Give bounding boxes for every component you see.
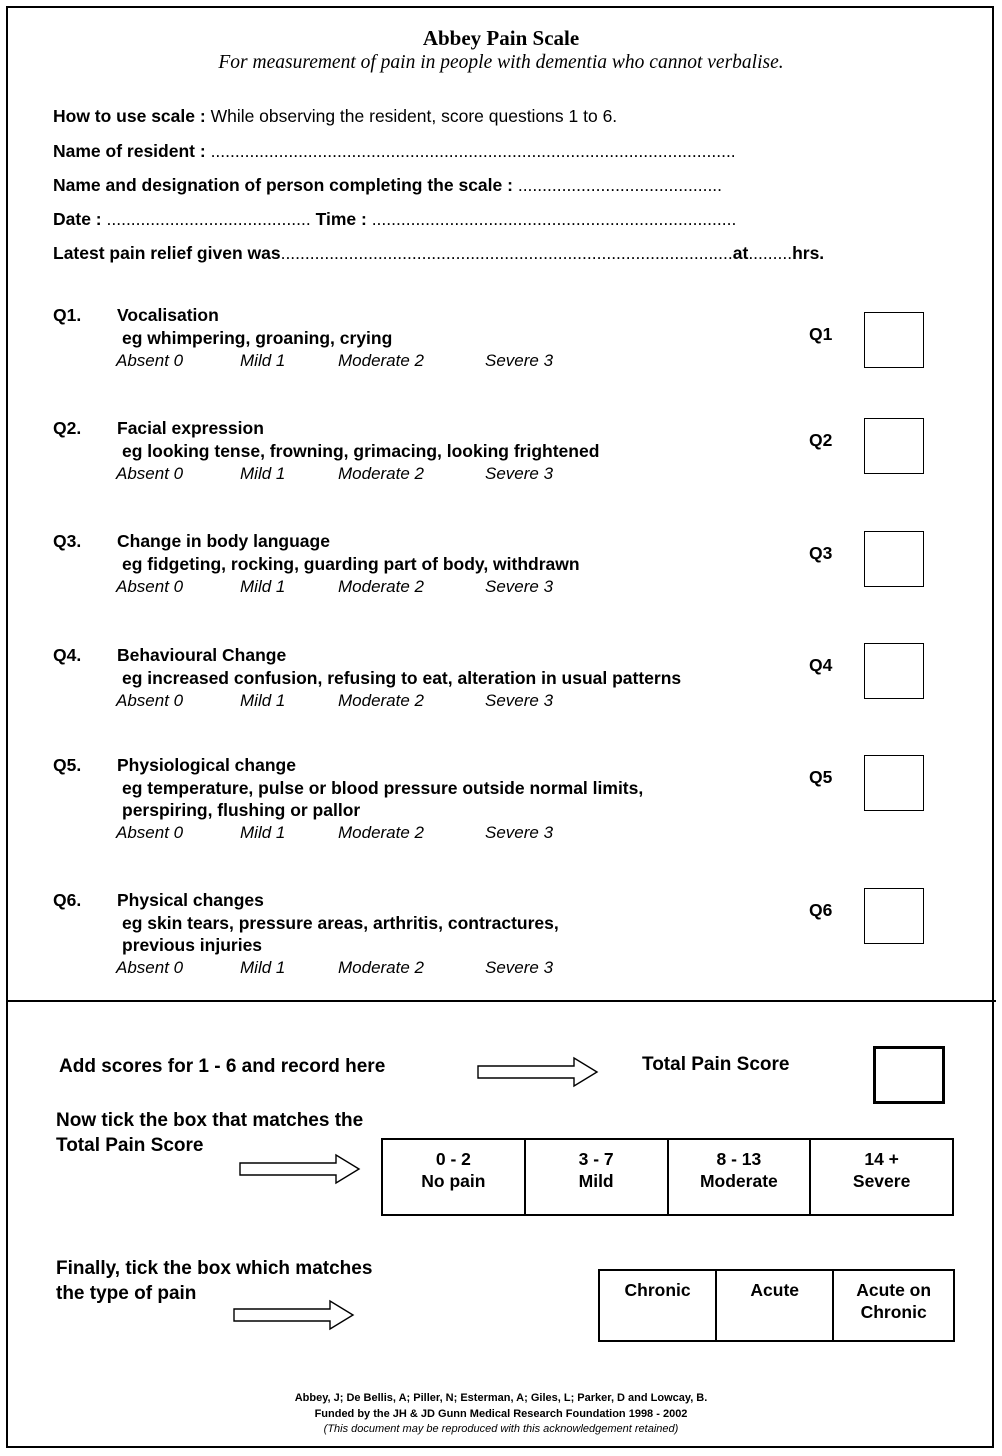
add-scores-text: Add scores for 1 - 6 and record here: [59, 1056, 386, 1077]
arrow-right-icon: [476, 1056, 600, 1088]
score-box-label: Q3: [809, 543, 833, 563]
pain-score-range-row: [382, 1139, 953, 1215]
scale-option-severe: Severe 3: [485, 823, 554, 842]
question-title: Vocalisation: [117, 305, 219, 325]
range-label: Mild: [578, 1171, 614, 1191]
scale-option-mild: Mild 1: [240, 823, 286, 842]
scale-option-severe: Severe 3: [485, 691, 554, 710]
pain-relief-field[interactable]: [53, 243, 824, 264]
range-label: Severe: [852, 1171, 911, 1191]
total-pain-score-box[interactable]: [873, 1046, 945, 1104]
arrow-right-icon: [232, 1299, 356, 1331]
question-examples: eg whimpering, groaning, crying: [122, 328, 393, 348]
pain-type-row: [599, 1270, 954, 1341]
designation-label: Name and designation of person completing the scale :: [53, 175, 513, 195]
scale-option-absent: Absent 0: [116, 823, 184, 842]
scale-option-absent: Absent 0: [116, 958, 184, 977]
how-to-use-label: How to use scale :: [53, 106, 206, 126]
pain-type-line1: Finally, tick the box which matches: [56, 1258, 373, 1279]
range-value: 3 - 7: [578, 1149, 614, 1169]
credit-note: (This document may be reproduced with this acknowledgement retained): [323, 1423, 679, 1435]
range-value: 8 - 13: [716, 1149, 762, 1169]
pain-relief-at-dots: .........: [748, 243, 793, 263]
how-to-use-text: While observing the resident, score questions 1 to 6.: [210, 106, 618, 126]
pain-type-cell[interactable]: [599, 1270, 716, 1341]
scale-option-moderate: Moderate 2: [338, 958, 424, 977]
tick-total-line1: Now tick the box that matches the: [56, 1110, 364, 1131]
date-label: Date :: [53, 209, 102, 229]
pain-type-line2: the type of pain: [56, 1283, 197, 1304]
scale-option-mild: Mild 1: [240, 691, 286, 710]
pain-relief-dots: .............................................................................................: [280, 243, 733, 263]
question-title: Physical changes: [117, 890, 264, 910]
pain-score-range-cell[interactable]: [525, 1139, 668, 1215]
scale-option-moderate: Moderate 2: [338, 464, 424, 483]
range-value: 14 +: [864, 1149, 899, 1169]
form-title: Abbey Pain Scale: [422, 26, 580, 50]
question-examples: eg temperature, pulse or blood pressure outside normal limits,: [122, 778, 644, 798]
score-box-label: Q2: [809, 430, 833, 450]
scale-option-moderate: Moderate 2: [338, 823, 424, 842]
scale-option-mild: Mild 1: [240, 577, 286, 596]
scale-option-absent: Absent 0: [116, 691, 184, 710]
arrow-right-icon: [238, 1153, 362, 1185]
resident-name-field[interactable]: [53, 141, 736, 162]
question-number: Q1.: [53, 305, 82, 325]
question-title: Behavioural Change: [117, 645, 287, 665]
time-dots: ...........................................................................: [371, 209, 737, 229]
resident-name-dots: ............................................................................................................: [210, 141, 736, 161]
score-box-label: Q5: [809, 767, 833, 787]
question-number: Q3.: [53, 531, 82, 551]
question-number: Q2.: [53, 418, 82, 438]
pain-relief-hrs: hrs.: [792, 243, 825, 263]
credit-funding: Funded by the JH & JD Gunn Medical Research Foundation 1998 - 2002: [314, 1408, 688, 1420]
pain-score-range-cell[interactable]: [668, 1139, 811, 1215]
pain-type-label-line2: Chronic: [860, 1302, 927, 1322]
scale-option-severe: Severe 3: [485, 464, 554, 483]
pain-score-range-table: [381, 1138, 954, 1216]
question-score-box[interactable]: [864, 531, 924, 587]
pain-type-cell[interactable]: [833, 1270, 954, 1341]
total-pain-score-label: Total Pain Score: [642, 1054, 790, 1075]
score-box-label: Q6: [809, 900, 833, 920]
question-title: Facial expression: [117, 418, 264, 438]
scale-option-mild: Mild 1: [240, 958, 286, 977]
credit-authors: Abbey, J; De Bellis, A; Piller, N; Esterman, A; Giles, L; Parker, D and Lowcay, B.: [294, 1392, 708, 1404]
range-label: No pain: [421, 1171, 486, 1191]
pain-score-range-cell[interactable]: [382, 1139, 525, 1215]
scale-option-mild: Mild 1: [240, 351, 286, 370]
pain-score-range-cell[interactable]: [810, 1139, 953, 1215]
score-box-label: Q4: [809, 655, 833, 675]
section-divider: [6, 1000, 996, 1002]
scale-option-moderate: Moderate 2: [338, 577, 424, 596]
question-score-box[interactable]: [864, 312, 924, 368]
question-number: Q4.: [53, 645, 82, 665]
tick-total-instruction: [56, 1108, 363, 1158]
question-number: Q6.: [53, 890, 82, 910]
resident-name-label: Name of resident :: [53, 141, 206, 161]
designation-field[interactable]: [53, 175, 722, 196]
question-score-box[interactable]: [864, 643, 924, 699]
scale-option-absent: Absent 0: [116, 577, 184, 596]
question-examples: eg increased confusion, refusing to eat, alteration in usual patterns: [122, 668, 682, 688]
pain-relief-at: at: [732, 243, 749, 263]
question-examples: eg skin tears, pressure areas, arthritis, contractures,: [122, 913, 559, 933]
scale-option-moderate: Moderate 2: [338, 351, 424, 370]
question-score-box[interactable]: [864, 755, 924, 811]
date-dots: ..........................................: [106, 209, 311, 229]
pain-relief-label: Latest pain relief given was: [53, 243, 281, 263]
scale-option-severe: Severe 3: [485, 577, 554, 596]
time-label: Time :: [315, 209, 367, 229]
range-value: 0 - 2: [435, 1149, 471, 1169]
question-examples: eg fidgeting, rocking, guarding part of body, withdrawn: [122, 554, 580, 574]
scale-option-severe: Severe 3: [485, 958, 554, 977]
pain-type-cell[interactable]: [716, 1270, 833, 1341]
question-title: Physiological change: [117, 755, 296, 775]
range-label: Moderate: [699, 1171, 778, 1191]
scale-option-mild: Mild 1: [240, 464, 286, 483]
designation-dots: ..........................................: [517, 175, 723, 195]
form-subtitle: For measurement of pain in people with dementia who cannot verbalise.: [218, 52, 784, 73]
scale-option-absent: Absent 0: [116, 351, 184, 370]
question-title: Change in body language: [117, 531, 330, 551]
question-examples: previous injuries: [122, 935, 263, 955]
question-number: Q5.: [53, 755, 82, 775]
question-score-box[interactable]: [864, 888, 924, 944]
pain-type-label: Chronic: [624, 1280, 691, 1300]
how-to-use-line: [53, 106, 617, 127]
question-examples: eg looking tense, frowning, grimacing, looking frightened: [122, 441, 600, 461]
score-box-label: Q1: [809, 324, 833, 344]
pain-type-table: [598, 1269, 955, 1342]
scale-option-absent: Absent 0: [116, 464, 184, 483]
pain-type-label: Acute on: [856, 1280, 932, 1300]
tick-total-line2: Total Pain Score: [56, 1135, 204, 1156]
scale-option-moderate: Moderate 2: [338, 691, 424, 710]
question-score-box[interactable]: [864, 418, 924, 474]
scale-option-severe: Severe 3: [485, 351, 554, 370]
date-time-field[interactable]: [53, 209, 736, 230]
question-examples: perspiring, flushing or pallor: [122, 800, 361, 820]
pain-type-label: Acute: [750, 1280, 800, 1300]
